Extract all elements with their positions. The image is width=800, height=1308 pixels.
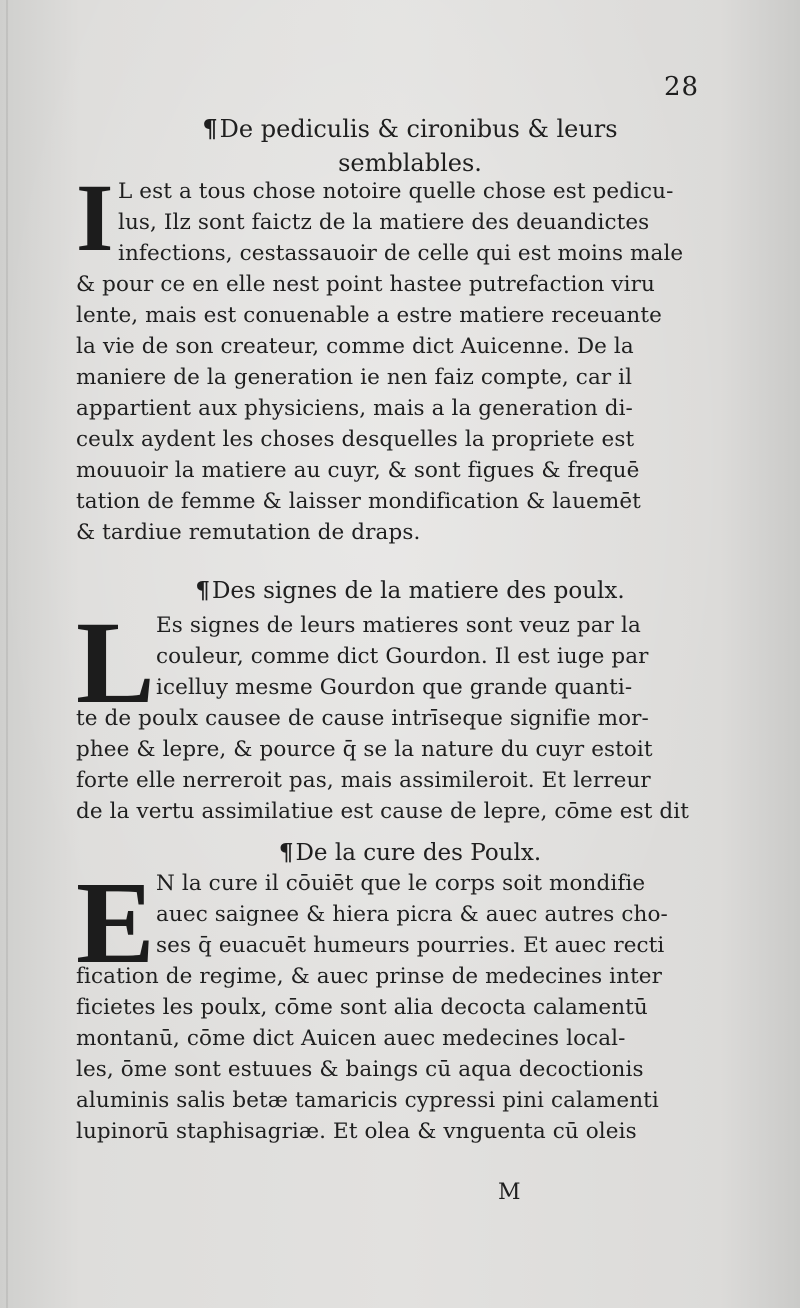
heading-line: semblables.	[338, 149, 482, 177]
text-line: lente, mais est conuenable a estre matiere receuante	[76, 303, 662, 328]
text-line: auec saignee & hiera picra & auec autres cho-	[156, 902, 668, 927]
drop-cap-initial: L	[76, 597, 155, 728]
heading-line: Des signes de la matiere des poulx.	[211, 578, 625, 604]
text-line: lupinorū staphisagriæ. Et olea & vnguenta cū oleis	[76, 1119, 637, 1144]
paragraph-pediculis	[76, 176, 706, 548]
text-line: phee & lepre, & pource q̄ se la nature du cuyr estoit	[76, 737, 653, 762]
section-heading-signes	[110, 576, 710, 606]
paragraph-signes	[76, 610, 706, 827]
text-line: montanū, cōme dict Auicen auec medecines local-	[76, 1026, 626, 1051]
text-line: la vie de son createur, comme dict Auicenne. De la	[76, 334, 634, 359]
text-line: Es signes de leurs matieres sont veuz par la	[156, 613, 641, 638]
section-heading-cure	[110, 838, 710, 868]
drop-cap-initial: E	[76, 857, 155, 988]
drop-cap-initial: I	[76, 164, 114, 271]
text-line: maniere de la generation ie nen faiz compte, car il	[76, 365, 633, 390]
text-line: forte elle nerreroit pas, mais assimileroit. Et lerreur	[76, 768, 651, 793]
text-line: & pour ce en elle nest point hastee putrefaction viru	[76, 272, 655, 297]
text-line: fication de regime, & auec prinse de medecines inter	[76, 964, 663, 989]
text-line: infections, cestassauoir de celle qui est moins male	[118, 241, 684, 266]
section-heading-pediculis	[150, 112, 670, 180]
page-number: 28	[664, 72, 700, 102]
pilcrow-icon: ¶	[195, 577, 210, 604]
text-line: mouuoir la matiere au cuyr, & sont figues & frequē	[76, 458, 640, 483]
text-line: & tardiue remutation de draps.	[76, 520, 421, 545]
text-line: couleur, comme dict Gourdon. Il est iuge par	[156, 644, 649, 669]
heading-line: De pediculis & cironibus & leurs	[219, 115, 618, 143]
catchword-signature: M	[498, 1180, 521, 1205]
pilcrow-icon: ¶	[278, 839, 294, 866]
text-line: te de poulx causee de cause intrīseque signifie mor-	[76, 706, 649, 731]
text-line: tation de femme & laisser mondification & lauemēt	[76, 489, 641, 514]
text-line: les, ōme sont estuues & baings cū aqua decoctionis	[76, 1057, 644, 1082]
heading-line: De la cure des Poulx.	[295, 840, 542, 866]
text-line: appartient aux physiciens, mais a la generation di-	[76, 396, 633, 421]
pilcrow-icon: ¶	[202, 114, 218, 143]
text-line: N la cure il cōuiēt que le corps soit mondifie	[156, 871, 646, 896]
text-line: ses q̄ euacuēt humeurs pourries. Et auec recti	[156, 933, 665, 958]
text-line: ficietes les poulx, cōme sont alia decocta calamentū	[76, 995, 648, 1020]
text-line: ceulx aydent les choses desquelles la propriete est	[76, 427, 635, 452]
paragraph-cure	[76, 868, 706, 1147]
text-line: icelluy mesme Gourdon que grande quanti-	[156, 675, 633, 700]
text-line: lus, Ilz sont faictz de la matiere des deuandictes	[118, 210, 650, 235]
page-gutter-shadow	[6, 0, 8, 1308]
text-line: aluminis salis betæ tamaricis cypressi pini calamenti	[76, 1088, 659, 1113]
text-line: de la vertu assimilatiue est cause de lepre, cōme est dit	[76, 799, 689, 824]
text-line: L est a tous chose notoire quelle chose est pedicu-	[118, 179, 674, 204]
